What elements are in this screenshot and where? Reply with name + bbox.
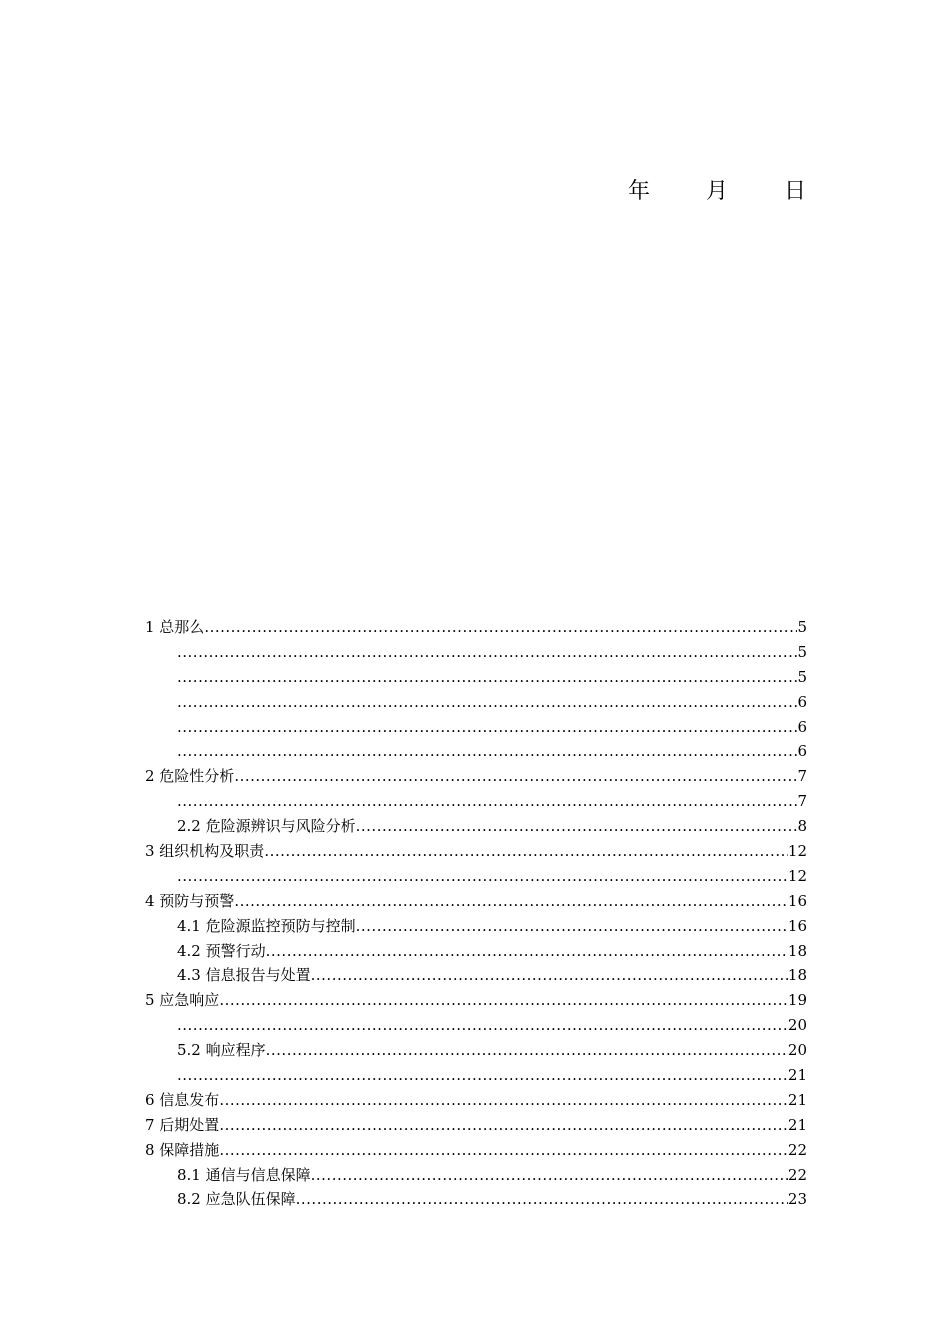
toc-dot-leader bbox=[266, 939, 788, 964]
toc-dot-leader bbox=[177, 690, 797, 715]
toc-dot-leader bbox=[177, 739, 797, 764]
toc-dot-leader bbox=[177, 640, 797, 665]
toc-dot-leader bbox=[311, 963, 788, 988]
toc-entry[interactable] bbox=[145, 963, 807, 988]
toc-entry-title: 2 危险性分析 bbox=[145, 767, 235, 786]
toc-entry[interactable] bbox=[145, 640, 807, 665]
toc-entry-title: 4.3 信息报告与处置 bbox=[177, 966, 311, 985]
toc-dot-leader bbox=[219, 1088, 788, 1113]
day-label: 日 bbox=[784, 179, 807, 204]
toc-dot-leader bbox=[266, 1038, 788, 1063]
toc-page-number: 18 bbox=[787, 941, 807, 960]
toc-page-number: 18 bbox=[787, 966, 807, 985]
toc-page-number: 5 bbox=[797, 642, 807, 661]
toc-entry-title: 6 信息发布 bbox=[145, 1090, 220, 1109]
toc-entry-title: 2.2 危险源辨识与风险分析 bbox=[177, 817, 356, 836]
toc-entry[interactable] bbox=[145, 615, 807, 640]
toc-entry[interactable] bbox=[145, 889, 807, 914]
toc-page-number: 21 bbox=[787, 1115, 807, 1134]
toc-entry[interactable] bbox=[145, 1163, 807, 1188]
toc-dot-leader bbox=[219, 1138, 788, 1163]
toc-page-number: 19 bbox=[787, 991, 807, 1010]
toc-entry[interactable] bbox=[145, 1187, 807, 1212]
month-label: 月 bbox=[706, 179, 729, 204]
toc-entry[interactable] bbox=[145, 1038, 807, 1063]
toc-entry-title: 5 应急响应 bbox=[145, 991, 220, 1010]
toc-entry[interactable] bbox=[145, 814, 807, 839]
toc-dot-leader bbox=[177, 1063, 788, 1088]
toc-entry[interactable] bbox=[145, 1113, 807, 1138]
toc-dot-leader bbox=[177, 864, 788, 889]
toc-entry-title: 4 预防与预警 bbox=[145, 891, 235, 910]
toc-entry[interactable] bbox=[145, 1138, 807, 1163]
toc-page-number: 21 bbox=[787, 1090, 807, 1109]
toc-entry-title: 5.2 响应程序 bbox=[177, 1041, 266, 1060]
toc-entry[interactable] bbox=[145, 1013, 807, 1038]
toc-dot-leader bbox=[177, 789, 797, 814]
toc-entry[interactable] bbox=[145, 715, 807, 740]
toc-entry[interactable] bbox=[145, 939, 807, 964]
toc-entry[interactable] bbox=[145, 1063, 807, 1088]
toc-dot-leader bbox=[177, 1013, 788, 1038]
toc-dot-leader bbox=[177, 715, 797, 740]
toc-dot-leader bbox=[219, 988, 788, 1013]
toc-entry-title: 4.1 危险源监控预防与控制 bbox=[177, 916, 356, 935]
toc-page-number: 22 bbox=[787, 1165, 807, 1184]
toc-page-number: 5 bbox=[797, 618, 807, 636]
toc-entry-title: 1 总那么 bbox=[145, 618, 205, 636]
toc-entry[interactable] bbox=[145, 914, 807, 939]
toc-entry[interactable] bbox=[145, 864, 807, 889]
toc-dot-leader bbox=[234, 764, 797, 789]
toc-page-number: 16 bbox=[787, 891, 807, 910]
toc-page-number: 7 bbox=[797, 767, 807, 786]
toc-page-number: 6 bbox=[797, 742, 807, 761]
date-line bbox=[628, 174, 818, 206]
toc-entry[interactable] bbox=[145, 839, 807, 864]
toc-dot-leader bbox=[264, 839, 788, 864]
toc-entry-title: 3 组织机构及职责 bbox=[145, 842, 265, 861]
toc-entry[interactable] bbox=[145, 665, 807, 690]
toc-entry-title: 4.2 预警行动 bbox=[177, 941, 266, 960]
toc-entry[interactable] bbox=[145, 764, 807, 789]
toc-page-number: 6 bbox=[797, 692, 807, 711]
toc-page-number: 23 bbox=[787, 1190, 807, 1209]
toc-entry[interactable] bbox=[145, 1088, 807, 1113]
toc-entry[interactable] bbox=[145, 739, 807, 764]
toc-entry[interactable] bbox=[145, 690, 807, 715]
toc-entry[interactable] bbox=[145, 988, 807, 1013]
toc-dot-leader bbox=[296, 1187, 788, 1212]
toc-entry-title: 7 后期处置 bbox=[145, 1115, 220, 1134]
toc-page-number: 16 bbox=[787, 916, 807, 935]
toc-page-number: 12 bbox=[787, 842, 807, 861]
toc-page-number: 6 bbox=[797, 717, 807, 736]
year-label: 年 bbox=[628, 179, 651, 204]
toc-dot-leader bbox=[177, 665, 797, 690]
toc-page-number: 7 bbox=[797, 792, 807, 811]
toc-dot-leader bbox=[311, 1163, 788, 1188]
toc-page-number: 20 bbox=[787, 1041, 807, 1060]
toc-page-number: 22 bbox=[787, 1140, 807, 1159]
toc-entry-title: 8 保障措施 bbox=[145, 1140, 220, 1159]
toc-dot-leader bbox=[356, 914, 788, 939]
toc-page-number: 21 bbox=[787, 1066, 807, 1085]
toc-entry-title: 8.1 通信与信息保障 bbox=[177, 1165, 311, 1184]
toc-dot-leader bbox=[219, 1113, 788, 1138]
toc-dot-leader bbox=[234, 889, 788, 914]
toc-page-number: 20 bbox=[787, 1016, 807, 1035]
toc-dot-leader bbox=[356, 814, 798, 839]
toc-page-number: 8 bbox=[797, 817, 807, 836]
table-of-contents bbox=[145, 615, 807, 1212]
toc-page-number: 12 bbox=[787, 866, 807, 885]
toc-entry-title: 8.2 应急队伍保障 bbox=[177, 1190, 296, 1209]
toc-page-number: 5 bbox=[797, 667, 807, 686]
toc-entry[interactable] bbox=[145, 789, 807, 814]
toc-dot-leader bbox=[204, 615, 797, 640]
